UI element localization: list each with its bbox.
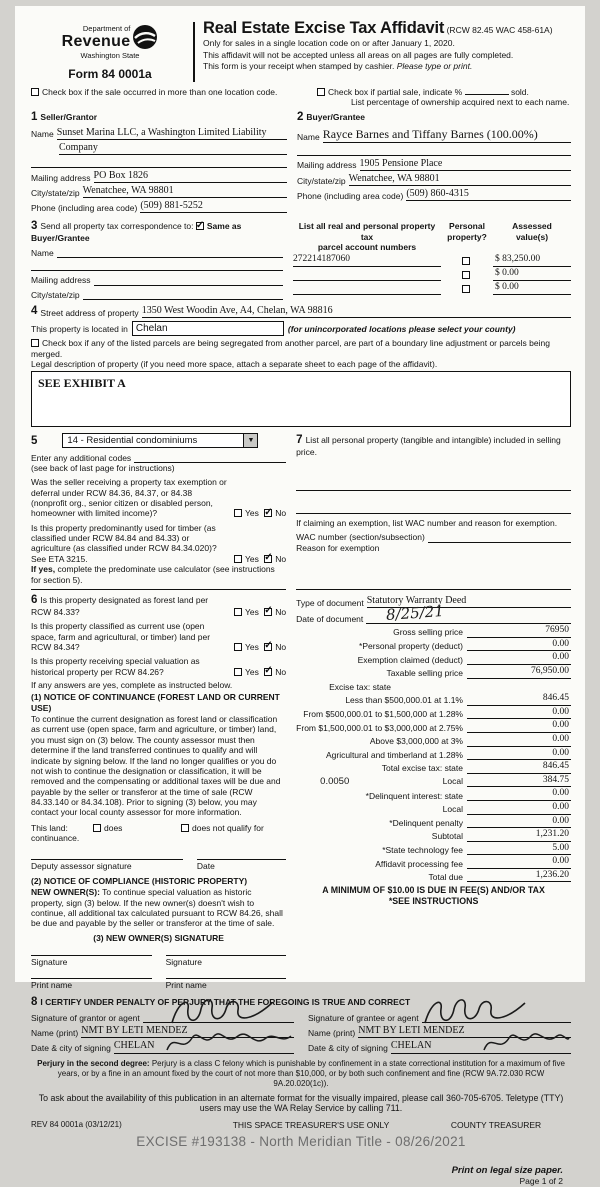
multi-location-label: Check box if the sale occurred in more than one location code. <box>42 86 278 97</box>
section-3-correspondence <box>31 219 293 300</box>
subtitle-line-3: This form is your receipt when stamped by cashier. <box>203 61 395 72</box>
section-6-number: 6 <box>31 593 38 606</box>
print-legal-note: Print on legal size paper. <box>451 1164 563 1176</box>
deputy-date-line[interactable] <box>197 859 286 871</box>
legal-description-value: SEE EXHIBIT A <box>38 376 126 391</box>
dor-swirl-icon <box>132 24 158 50</box>
no-label: No <box>275 553 287 564</box>
doc-type-field[interactable]: Statutory Warranty Deed <box>367 595 571 608</box>
buyer-name-label: Name <box>297 132 320 143</box>
segregated-checkbox[interactable] <box>31 339 39 347</box>
doc-date-label: Date of document <box>296 613 364 624</box>
section-4-number: 4 <box>31 305 38 318</box>
s6-q2-yes-checkbox[interactable] <box>234 643 242 651</box>
section-8-certify <box>31 995 571 1054</box>
seller-mailing-field[interactable]: PO Box 1826 <box>94 170 287 183</box>
money-label: Gross selling price <box>393 627 463 638</box>
seller-city-label: City/state/zip <box>31 187 80 198</box>
same-as-buyer-checkbox[interactable] <box>196 222 204 230</box>
new-owner-print-name-line-1[interactable] <box>31 978 152 990</box>
money-label: 0.0050 Local <box>320 775 463 787</box>
grantee-name-field[interactable]: NMT BY LETI MENDEZ <box>358 1025 571 1038</box>
section-7 <box>296 433 571 990</box>
corr-mailing-field[interactable] <box>94 285 283 286</box>
money-label: Subtotal <box>431 831 463 842</box>
seller-name-field-2[interactable]: Company <box>59 142 287 155</box>
yes-label: Yes <box>245 553 259 564</box>
buyer-city-field[interactable]: Wenatchee, WA 98801 <box>349 173 571 186</box>
notice-2-lead: NEW OWNER(S): <box>31 887 100 898</box>
money-label: Total due <box>428 872 463 883</box>
money-line <box>296 747 571 761</box>
washington-state-label: Washington State <box>80 51 140 60</box>
perjury-lead: Perjury in the second degree: <box>37 1058 150 1068</box>
treasurer-space-label: THIS SPACE TREASURER'S USE ONLY <box>232 1119 390 1130</box>
notice-2-body: To continue special valuation as historic property, sign (3) below. If the new owner(s) doesn't wish to continue, all additional tax calculated pursuant to RCW 84.26, shall be due and payable by the seller or transferor at the time of sale. <box>31 887 283 929</box>
seller-mailing-label: Mailing address <box>31 172 91 183</box>
money-line <box>296 651 571 665</box>
money-value-field[interactable]: 1,231.20 <box>467 829 571 842</box>
dept-of-label: Department of <box>82 24 131 34</box>
corr-name-field[interactable] <box>57 257 283 258</box>
wac-number-label: WAC number (section/subsection) <box>296 532 425 543</box>
parcel-header-1: List all real and personal property tax <box>298 221 436 242</box>
buyer-mailing-field[interactable]: 1905 Pensione Place <box>360 158 571 171</box>
money-value-field[interactable]: 0.00 <box>467 856 571 869</box>
dor-logo-block <box>31 20 189 82</box>
s5-question-2: Is this property predominantly used for timber (as classified under RCW 84.84 and 84.33) or agriculture (as classified under RCW 84.34.020)? See ETA 3215. <box>31 522 217 564</box>
grantor-name-field[interactable]: NMT BY LETI MENDEZ <box>81 1025 294 1038</box>
parcel-table <box>293 219 571 300</box>
money-label: Affidavit processing fee <box>375 858 463 869</box>
print-name-label: Print name <box>31 980 73 991</box>
grantor-sig-label: Signature of grantor or agent <box>31 1012 140 1023</box>
exemption-note: If claiming an exemption, list WAC number and reason for exemption. <box>296 517 558 528</box>
parcel-number-field[interactable] <box>293 280 441 281</box>
seller-name-field[interactable]: Sunset Marina LLC, a Washington Limited Liability <box>57 127 287 140</box>
signature-label: Signature <box>165 956 202 967</box>
grantor-date-label: Date & city of signing <box>31 1043 111 1054</box>
money-label: Agricultural and timberland at 1.28% <box>325 749 463 760</box>
deputy-assessor-signature-line[interactable] <box>31 859 183 871</box>
money-label: Less than $500,000.01 at 1.1% <box>345 695 463 706</box>
notice-1-title: (1) NOTICE OF CONTINUANCE (FOREST LAND OR CURRENT USE) <box>31 692 280 713</box>
section-1-seller <box>31 110 297 213</box>
money-value-field[interactable]: 0.00 <box>467 816 571 829</box>
money-value-field[interactable]: 846.45 <box>467 693 571 706</box>
money-line <box>296 679 571 693</box>
wac-number-field[interactable] <box>428 542 571 543</box>
section-1-number: 1 <box>31 111 38 124</box>
seller-city-field[interactable]: Wenatchee, WA 98801 <box>83 185 287 198</box>
section-7-number: 7 <box>296 434 303 447</box>
money-value-field[interactable]: 76950 <box>467 625 571 638</box>
money-value-field[interactable]: 0.00 <box>467 802 571 815</box>
grantor-date-field[interactable]: CHELAN <box>114 1040 294 1053</box>
buyer-phone-field[interactable]: (509) 860-4315 <box>406 188 571 201</box>
personal-property-blank-2[interactable] <box>296 503 571 514</box>
sale-code-value: 14 - Residential condominiums <box>67 435 198 447</box>
grantee-sig-label: Signature of grantee or agent <box>308 1012 419 1023</box>
parcel-header-2b: property? <box>447 231 487 242</box>
minimum-due-note: A MINIMUM OF $10.00 IS DUE IN FEE(S) AND/OR TAX <box>322 885 545 896</box>
grantor-signature-line[interactable] <box>143 1022 294 1023</box>
located-in-label: This property is located in <box>31 323 128 334</box>
treasurer-stamp: EXCISE #193138 - North Meridian Title - 08/26/2021 <box>136 1134 466 1150</box>
ownership-note: List percentage of ownership acquired next to each name. <box>351 97 570 108</box>
any-yes-note: If any answers are yes, complete as instructed below. <box>31 680 233 691</box>
money-line <box>296 774 571 788</box>
this-land-label: This land: <box>31 822 68 833</box>
corr-city-field[interactable] <box>83 299 283 300</box>
personal-property-list-label: List all personal property (tangible and intangible) included in selling price. <box>296 435 561 458</box>
money-line <box>296 828 571 842</box>
money-value-field[interactable]: 0.00 <box>467 639 571 652</box>
buyer-grantee-label: Buyer/Grantee <box>306 112 365 123</box>
money-line <box>296 855 571 869</box>
money-line <box>296 842 571 856</box>
does-not-label: does not qualify for <box>192 822 264 833</box>
parcel-header-1b: parcel account numbers <box>317 242 417 253</box>
multi-location-checkbox[interactable] <box>31 88 39 96</box>
money-line <box>296 787 571 801</box>
personal-property-checkbox[interactable] <box>462 271 470 279</box>
assessed-value-field[interactable]: $ 83,250.00 <box>493 254 571 267</box>
money-line <box>296 815 571 829</box>
form-title: Real Estate Excise Tax Affidavit <box>203 19 445 37</box>
header-divider <box>193 22 195 82</box>
county-note: (for unincorporated locations please select your county) <box>287 323 516 334</box>
type-or-print-note: Please type or print. <box>396 61 473 72</box>
parcel-header-2: Personal <box>449 221 485 232</box>
new-owner-signature-line-1[interactable] <box>31 955 152 967</box>
section-6 <box>31 593 286 617</box>
money-line <box>296 692 571 706</box>
subtitle-line-2: This affidavit will not be accepted unless all areas on all pages are fully completed. <box>203 49 514 60</box>
s5-q1-yes-checkbox[interactable] <box>234 509 242 517</box>
seller-phone-field[interactable]: (509) 881-5252 <box>140 200 287 213</box>
s5-q2-no-checkbox[interactable] <box>264 555 272 563</box>
local-rate-value: 0.0050 <box>320 775 350 787</box>
section-2-buyer <box>297 110 571 213</box>
page-number: Page 1 of 2 <box>519 1176 563 1187</box>
partial-sale-sold-label: sold. <box>510 86 529 97</box>
corr-mailing-label: Mailing address <box>31 275 91 286</box>
accessibility-note: To ask about the availability of this publication in an alternate format for the visually impaired, please call 360-705-6705. Teletype (TTY) users may use the WA Relay Service by calling 711. <box>38 1092 564 1114</box>
notice-1-body: To continue the current designation as forest land or classification as current use (open space, farm and agriculture, or timber) land, you must sign on (3) below. The county assessor must then determine if the land transferred continues to qualify and will indicate by signing below. If the land no longer qualifies or you do not wish to continue the designation or classification, it will be removed and the compensating or additional taxes will be due and payable by the seller or transferor at the time of sale (RCW 84.33.140 or 84.34.108). Prior to signing (3) below, you may contact your local county assessor for more information. <box>31 714 281 818</box>
dropdown-arrow-icon[interactable]: ▼ <box>243 434 257 447</box>
assessed-value-field[interactable]: $ 0.00 <box>493 282 571 295</box>
money-label: Excise tax: state <box>329 681 391 692</box>
money-label: *State technology fee <box>382 844 463 855</box>
money-line <box>296 760 571 774</box>
money-value-field[interactable]: 5.00 <box>467 843 571 856</box>
does-label: does <box>104 822 123 833</box>
legal-description-box[interactable] <box>31 371 571 427</box>
section-4-property <box>31 304 571 427</box>
correspondence-label: Send all property tax correspondence to: <box>40 221 194 232</box>
county-select[interactable]: Chelan <box>132 321 284 336</box>
parcel-row <box>293 267 571 281</box>
form-title-rcw: (RCW 82.45 WAC 458-61A) <box>446 25 553 35</box>
money-value-field[interactable]: 1,236.20 <box>467 870 571 883</box>
no-label: No <box>275 508 287 519</box>
new-owner-signature-line-2[interactable] <box>166 955 287 967</box>
personal-property-blank-1[interactable] <box>296 480 571 491</box>
s6-q1-no-checkbox[interactable] <box>264 608 272 616</box>
yes-label: Yes <box>245 641 259 652</box>
seller-blank-line[interactable] <box>31 157 287 168</box>
section-2-number: 2 <box>297 111 304 124</box>
money-line <box>296 869 571 883</box>
doc-type-label: Type of document <box>296 597 364 608</box>
seller-grantor-label: Seller/Grantor <box>40 112 98 123</box>
s6-question-2: Is this property classified as current use (open space, farm and agricultural, or timber) land per RCW 84.34? <box>31 621 211 652</box>
section-8-number: 8 <box>31 995 38 1008</box>
yes-label: Yes <box>245 606 259 617</box>
segregated-label: Check box if any of the listed parcels are being segregated from another parcel, are part of a boundary line adjustment or parcels being merged. <box>31 338 550 359</box>
corr-city-label: City/state/zip <box>31 289 80 300</box>
s6-q3-no-checkbox[interactable] <box>264 668 272 676</box>
revenue-label: Revenue <box>61 32 131 50</box>
parcel-number-field[interactable]: 272214187060 <box>293 254 441 267</box>
parcel-header-3: Assessed <box>512 221 552 232</box>
signature-label: Signature <box>31 956 68 967</box>
land-does-not-checkbox[interactable] <box>181 824 189 832</box>
perjury-body: Perjury is a class C felony which is punishable by confinement in a state correctional institution for a maximum of five years, or by a fine in an amount fixed by the court of not more than $10,000, or by both such confinement and fine (RCW 9A.72.030 RCW 9A.20.020(1c)). <box>57 1058 565 1088</box>
no-label: No <box>275 606 287 617</box>
legal-description-label: Legal description of property (if you need more space, attach a separate sheet to each page of the affidavit). <box>31 359 438 370</box>
partial-sale-percent-field[interactable] <box>465 94 509 95</box>
continuance-label: continuance. <box>31 833 80 844</box>
reason-blank-line[interactable] <box>296 579 571 590</box>
grantee-signature-line[interactable] <box>422 1022 571 1023</box>
corr-name-label: Name <box>31 247 54 258</box>
money-line <box>296 706 571 720</box>
seller-phone-label: Phone (including area code) <box>31 203 138 214</box>
personal-property-checkbox[interactable] <box>462 257 470 265</box>
section-6-divider <box>31 589 286 590</box>
money-label: *Delinquent interest: state <box>365 790 463 801</box>
street-address-label: Street address of property <box>40 307 139 318</box>
form-number: Form 84 0001a <box>68 67 152 82</box>
parcel-row <box>293 281 571 295</box>
money-label: From $1,500,000.01 to $3,000,000 at 2.75% <box>296 722 463 733</box>
buyer-phone-label: Phone (including area code) <box>297 190 404 201</box>
grantee-name-label: Name (print) <box>308 1028 356 1038</box>
money-value-field[interactable]: 0.00 <box>467 788 571 801</box>
no-label: No <box>275 641 287 652</box>
money-label: Local <box>442 804 463 815</box>
s5-question-1: Was the seller receiving a property tax exemption or deferral under RCW 84.36, 84.37, or 84.38 (nonprofit org., senior citizen or disabled person, homeowner with limited income)? <box>31 477 227 519</box>
no-label: No <box>275 666 287 677</box>
affidavit-form <box>15 6 585 1187</box>
street-address-field[interactable]: 1350 West Woodin Ave, A4, Chelan, WA 98816 <box>142 305 571 318</box>
sale-code-dropdown[interactable] <box>62 433 258 448</box>
money-value-field[interactable]: 0.00 <box>467 652 571 665</box>
same-as-buyer-label: Same as Buyer/Grantee <box>31 221 242 244</box>
doc-date-handwriting: 8/25/21 <box>385 602 445 625</box>
land-does-checkbox[interactable] <box>93 824 101 832</box>
see-instructions-note: *SEE INSTRUCTIONS <box>388 896 479 907</box>
buyer-name-field[interactable]: Rayce Barnes and Tiffany Barnes (100.00%) <box>323 127 571 143</box>
money-line <box>296 719 571 733</box>
money-value-field[interactable]: 846.45 <box>467 761 571 774</box>
section-5 <box>31 433 286 448</box>
money-value-field[interactable]: 0.00 <box>467 748 571 761</box>
section-5-number: 5 <box>31 434 38 447</box>
codes-back-note: (see back of last page for instructions) <box>31 462 175 473</box>
if-yes-lead: If yes, <box>31 564 56 575</box>
parcel-number-field[interactable] <box>293 294 441 295</box>
money-value-field[interactable]: 0.00 <box>467 734 571 747</box>
parcel-header-3b: value(s) <box>515 231 549 242</box>
partial-sale-label: Check box if partial sale, indicate % <box>328 86 463 97</box>
money-value-field[interactable]: 0.00 <box>467 720 571 733</box>
money-line <box>296 638 571 652</box>
s6-question-3: Is this property receiving special valuation as historical property per RCW 84.26? <box>31 656 200 677</box>
s6-q1-yes-checkbox[interactable] <box>234 608 242 616</box>
certify-statement: I CERTIFY UNDER PENALTY OF PERJURY THAT THE FOREGOING IS TRUE AND CORRECT <box>40 996 411 1007</box>
grantee-date-field[interactable]: CHELAN <box>391 1040 571 1053</box>
if-yes-rest: complete the predominate use calculator (see instructions for section 5). <box>31 564 275 585</box>
rev-number: REV 84 0001a (03/12/21) <box>31 1119 122 1129</box>
money-value-field[interactable]: 76,950.00 <box>467 666 571 679</box>
money-line <box>296 665 571 679</box>
grantor-signature-block <box>31 1009 308 1054</box>
corr-blank-line[interactable] <box>31 260 283 271</box>
yes-label: Yes <box>245 508 259 519</box>
money-label: Taxable selling price <box>386 668 463 679</box>
subtitle-line-1: Only for sales in a single location code on or after January 1, 2020. <box>203 38 455 49</box>
partial-sale-checkbox[interactable] <box>317 88 325 96</box>
yes-label: Yes <box>245 666 259 677</box>
additional-codes-label: Enter any additional codes <box>31 452 132 463</box>
grantee-signature-block <box>308 1009 571 1054</box>
assessed-value-field[interactable]: $ 0.00 <box>493 268 571 281</box>
grantee-date-label: Date & city of signing <box>308 1043 388 1054</box>
money-label: Above $3,000,000 at 3% <box>369 736 463 747</box>
grantor-name-label: Name (print) <box>31 1028 79 1038</box>
parcel-row <box>293 253 571 267</box>
money-label: *Personal property (deduct) <box>359 641 463 652</box>
s6-q2-no-checkbox[interactable] <box>264 643 272 651</box>
buyer-blank-line[interactable] <box>297 145 571 156</box>
money-label: From $500,000.01 to $1,500,000 at 1.28% <box>303 708 463 719</box>
money-line <box>296 733 571 747</box>
seller-name-label: Name <box>31 129 54 140</box>
reason-exemption-label: Reason for exemption <box>296 542 380 553</box>
money-line <box>296 624 571 638</box>
county-treasurer-label: COUNTY TREASURER <box>450 1119 542 1130</box>
notice-3-title: (3) NEW OWNER(S) SIGNATURE <box>93 932 224 943</box>
date-label: Date <box>196 861 215 872</box>
money-value-field[interactable]: 0.00 <box>467 707 571 720</box>
new-owner-print-name-line-2[interactable] <box>166 978 287 990</box>
money-label: Total excise tax: state <box>381 763 463 774</box>
s5-q1-no-checkbox[interactable] <box>264 509 272 517</box>
buyer-mailing-label: Mailing address <box>297 160 357 171</box>
section-3-number: 3 <box>31 220 38 233</box>
s6-q3-yes-checkbox[interactable] <box>234 668 242 676</box>
notice-2-title: (2) NOTICE OF COMPLIANCE (HISTORIC PROPERTY) <box>31 875 248 886</box>
money-label: Exemption claimed (deduct) <box>357 654 463 665</box>
money-line <box>296 801 571 815</box>
money-lines <box>296 624 571 882</box>
s5-q2-yes-checkbox[interactable] <box>234 555 242 563</box>
money-value-field[interactable]: 384.75 <box>467 775 571 788</box>
form-header <box>31 20 571 82</box>
personal-property-checkbox[interactable] <box>462 285 470 293</box>
s6-question-1: Is this property designated as forest land per RCW 84.33? <box>31 594 209 617</box>
buyer-city-label: City/state/zip <box>297 175 346 186</box>
deputy-assessor-label: Deputy assessor signature <box>31 861 132 872</box>
money-label: *Delinquent penalty <box>389 817 463 828</box>
print-name-label: Print name <box>165 980 207 991</box>
